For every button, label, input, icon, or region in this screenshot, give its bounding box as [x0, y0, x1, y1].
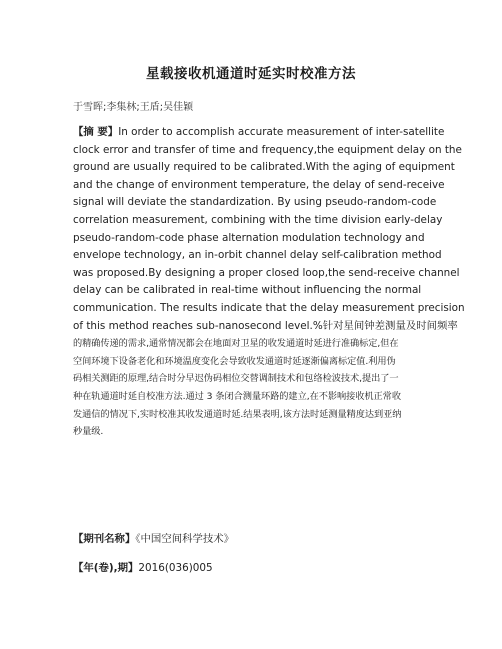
abstract-block [73, 124, 465, 441]
abstract-line: pseudo-random-code phase alternation modulation technology and [73, 231, 425, 244]
abstract-line-cjk: 发通信的情况下,实时校准其收发通道时延.结果表明,该方法时延测量精度达到亚纳 [73, 408, 402, 420]
abstract-line: signal will deviate the standardization. By using pseudo-random-code [73, 196, 437, 209]
abstract-line: delay can be calibrated in real-time without influencing the normal [73, 284, 422, 297]
abstract-line-cjk: 种在轨通道时延自校准方法.通过 3 条闭合测量环路的建立,在不影响接收机正常收 [73, 390, 401, 402]
abstract-label: 【摘 要】 [73, 126, 119, 138]
abstract-line-cjk: 秒量级. [73, 426, 104, 438]
abstract-line: correlation measurement, combining with the time division early-delay [73, 213, 443, 226]
abstract-line: and the change of environment temperature, the delay of send-receive [73, 178, 445, 191]
author-list: 于雪晖;李集林;王盾;吴佳颖 [73, 102, 194, 113]
journal-field [73, 530, 234, 545]
abstract-line: of this method reaches sub-nanosecond level.%针对星间钟差测量及时间频率 [73, 319, 458, 332]
abstract-line-cjk: 的精确传递的需求,通常情况都会在地面对卫星的收发通道时延进行准确标定,但在 [73, 338, 399, 350]
abstract-line: envelope technology, an in-orbit channel delay self-calibration method [73, 249, 442, 262]
journal-value: 《中国空间科学技术》 [135, 533, 235, 545]
abstract-line [73, 124, 445, 142]
abstract-line-cjk: 空间环境下设备老化和环境温度变化会导致收发通道时延逐渐偏离标定值.利用伪 [73, 355, 396, 367]
abstract-line: clock error and transfer of time and frequency,the equipment delay on the [73, 143, 462, 156]
issue-label: 【年(卷),期】 [73, 562, 139, 574]
abstract-line: was proposed.By designing a proper closed loop,the send-receive channel [73, 266, 460, 279]
abstract-line: communication. The results indicate that the delay measurement precision [73, 301, 465, 314]
issue-value: 2016(036)005 [138, 562, 213, 574]
issue-field [73, 559, 213, 574]
abstract-text: In order to accomplish accurate measurement of inter-satellite [118, 126, 445, 138]
journal-label: 【期刊名称】 [73, 533, 136, 545]
paper-title: 星载接收机通道时延实时校准方法 [146, 66, 356, 82]
abstract-line: ground are usually required to be calibrated.With the aging of equipment [73, 161, 455, 174]
abstract-line-cjk: 码相关测距的原理,结合时分早迟伪码相位交替调制技术和包络检波技术,提出了一 [73, 373, 399, 385]
